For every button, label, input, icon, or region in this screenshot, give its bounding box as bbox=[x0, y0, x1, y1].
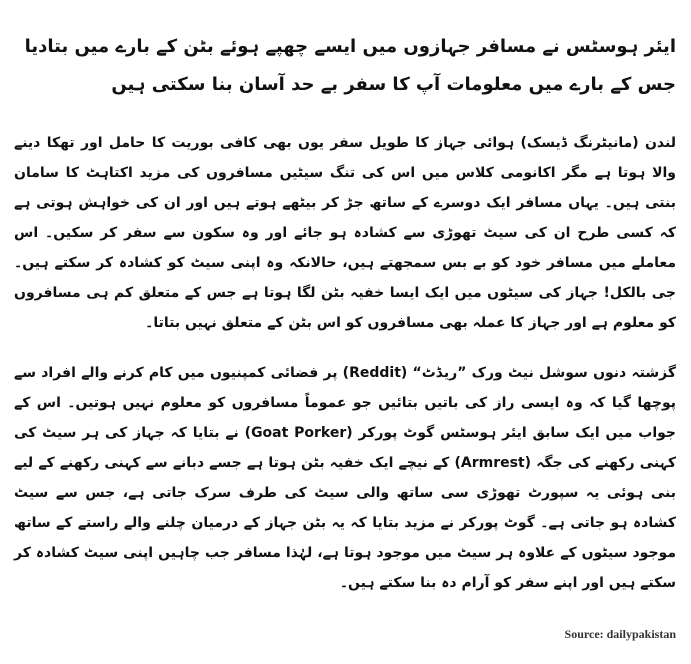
article-headline: ایئر ہوسٹس نے مسافر جہازوں میں ایسے چھپے ہوئے بٹن کے بارے میں بتادیا جس کے بارے میں معلومات آپ کا سفر بے حد آسان بنا سکتی ہیں bbox=[24, 36, 676, 95]
article-paragraph-2: گزشتہ دنوں سوشل نیٹ ورک ”ریڈٹ“ (Reddit) پر فضائی کمپنیوں میں کام کرنے والے افراد سے پوچھا گیا کہ وہ ایسی راز کی باتیں بتائیں جو عموماً مسافروں کو معلوم نہیں ہوتیں۔ اس کے جواب میں ایک سابق ایئر ہوسٹس گوٹ پورکر (Goat Porker) نے بتایا کہ جہاز کی ہر سیٹ کی کہنی رکھنے کی جگہ (Armrest) کے نیچے ایک خفیہ بٹن ہوتا ہے جسے دبانے سے کہنی رکھنے کے لیے بنی ہوئی یہ سپورٹ تھوڑی سی ساتھ والی سیٹ کی طرف سرک جاتی ہے، جس سے سیٹ کشادہ ہو جاتی ہے۔ گوٹ پورکر نے مزید بتایا کہ یہ بٹن جہاز کے درمیان چلنے والے راستے کے ساتھ موجود سیٹوں کے علاوہ ہر سیٹ میں موجود ہوتا ہے، لہٰذا مسافر جب چاہیں اپنی سیٹ کشادہ کر سکتے ہیں اور اپنے سفر کو آرام دہ بنا سکتے ہیں۔ bbox=[14, 365, 677, 591]
source-credit: Source: dailypakistan bbox=[564, 627, 676, 641]
article-paragraph-1: لندن (مانیٹرنگ ڈیسک) ہوائی جہاز کا طویل سفر یوں بھی کافی بوریت کا حامل اور تھکا دینے والا ہوتا ہے مگر اکانومی کلاس میں اس کی تنگ سیٹیں مسافروں کی مزید اکتاہٹ کا سامان بنتی ہیں۔ یہاں مسافر ایک دوسرے کے ساتھ جڑ کر بیٹھے ہوتے ہیں اور ان کی خواہش ہوتی ہے کہ کسی طرح ان کی سیٹ تھوڑی سے کشادہ ہو جائے اور وہ سکون سے سفر کر سکیں۔ اس معاملے میں مسافر خود کو بے بس سمجھتے ہیں، حالانکہ وہ اپنی سیٹ کو کشادہ کر سکتے ہیں۔ جی بالکل! جہاز کی سیٹوں میں ایک ایسا خفیہ بٹن لگا ہوتا ہے جس کے متعلق کم ہی مسافروں کو معلوم ہے اور جہاز کا عملہ بھی مسافروں کو اس بٹن کے متعلق نہیں بتاتا۔ bbox=[14, 135, 676, 331]
news-article bbox=[14, 0, 676, 664]
